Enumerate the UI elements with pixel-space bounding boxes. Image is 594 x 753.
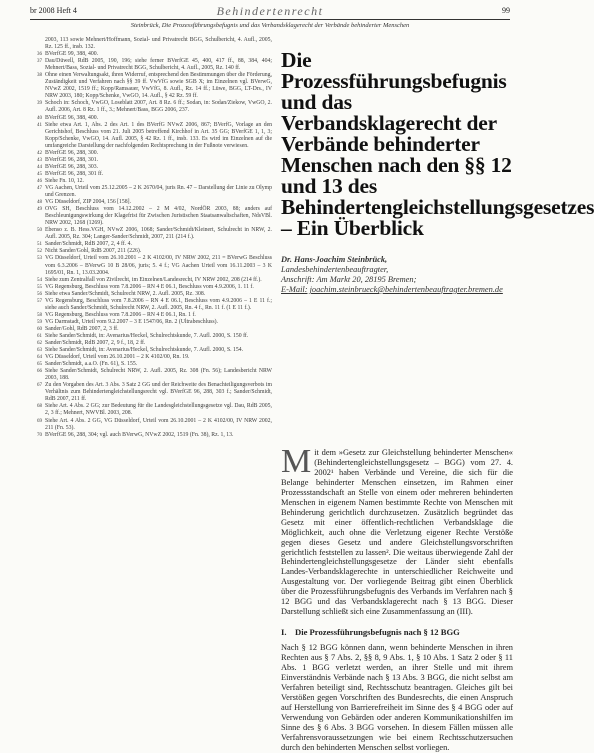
footnote-text: BVerfGE 96, 288, 300. xyxy=(45,149,99,156)
running-subheader: Steinbrück, Die Prozessführungsbefugnis und das Verbandsklagerecht der Verbände behinderter Menschen xyxy=(130,22,410,29)
footnote-text: Sander/Schmidt, a.a.O. (Fn. 61), S. 155. xyxy=(45,361,138,368)
footnote-number: 40 xyxy=(37,115,42,121)
footnote-number: 51 xyxy=(37,242,42,248)
footnote xyxy=(30,418,272,432)
footnote-text: BVerfGE 96, 288, 301. xyxy=(45,156,99,163)
footnote-number: 49 xyxy=(37,207,42,213)
footnote xyxy=(30,319,272,326)
footnote-number: 41 xyxy=(37,122,42,128)
footnote-number: 47 xyxy=(37,185,42,191)
article-header xyxy=(281,48,594,295)
footnote xyxy=(30,72,272,100)
footnote-text: BVerfGE 96, 288, 303. xyxy=(45,163,99,170)
footnote-text: Siehe etwa Art. 1, Abs. 2 des Art. 1 des BVerfG NVwZ 2006, 867; BVerfG, Vorlage an den Gerichtshof, Beschluss vom 21. Juli 2005 betreffend Kirchhof in Art. 35 GG; BVerfGE 1, 1, 3; Kopp/Schenke, VwGO, 14. Aufl. 2005, § 42 Rz. 1 ff., insb. 133. Es wird im Einzelnen auf die umfangreiche Darstellung der nachfolgenden Rechtsprechung in der Fußnote verwiesen. xyxy=(45,121,272,149)
footnote xyxy=(30,432,272,439)
section-paragraph: Nach § 12 BGG können dann, wenn behinderte Menschen in ihren Rechten aus § 7 Abs. 2, §§ 8, 9 Abs. 1, § 10 Abs. 1 Satz 2 oder § 11 Abs. 1 BGG verletzt werden, an ihrer Stelle und mit ihrem Einverständnis Verbände nach § 13 Abs. 3 BGG, die nicht selbst am Verfahren beteiligt sind, Rechtsschutz beantragen. Gleiches gilt bei Verstößen gegen Vorschriften des Bundesrechts, die einen Anspruch auf Herstellung von Barrierefreiheit im Sinne des § 4 BGG oder auf Verwendung von Gebärden oder anderen Kommunikationshilfen im Sinne des § 6 Abs. 3 BGG vorsehen. In diesem Fällen müssen alle Verfahrensvoraussetzungen wie bei einem Rechtsschutzersuchen durch den behinderten Menschen selbst vorliegen. xyxy=(281,643,513,752)
footnote-number: 55 xyxy=(37,284,42,290)
page-number: 99 xyxy=(502,6,510,15)
footnote-number: 60 xyxy=(37,326,42,332)
footnote-number: 42 xyxy=(37,150,42,156)
footnote xyxy=(30,227,272,241)
footnote-text: 2003, 113 sowie Mehnert/Hoffmann, Sozial- und Privatrecht BGG, Schulbericht, 4. Aufl., 2005, Rz. 125 ff., insb. 132. xyxy=(45,37,272,51)
intro-paragraph xyxy=(281,443,513,617)
footnote-number: 52 xyxy=(37,249,42,255)
footnote xyxy=(30,382,272,403)
footnote-number: 65 xyxy=(37,362,42,368)
footnote xyxy=(30,255,272,276)
footnote-number: 62 xyxy=(37,341,42,347)
issue-label: br 2008 Heft 4 xyxy=(30,6,77,15)
section-heading xyxy=(281,628,513,638)
footnote xyxy=(30,122,272,150)
running-header xyxy=(30,5,510,19)
article-body xyxy=(281,443,513,752)
section-number: I. xyxy=(281,627,287,638)
footnote xyxy=(30,326,272,333)
footnote-text: VG Düsseldorf, Urteil vom 26.10.2001 – 2 K 4102/00, Rn. 19. xyxy=(45,354,190,361)
footnote-text: Siehe Art. 4 Abs. 2 GG, VG Düsseldorf, Urteil vom 26.10.2001 – 2 K 4102/00, IV NRW 2002, 211 (Fn. 53). xyxy=(45,417,272,431)
footnote-number: 44 xyxy=(37,164,42,170)
footnote-text: Sander/Schmidt, RdB 2007, 2, 9 f., 18, 2 ff. xyxy=(45,340,146,347)
footnote xyxy=(30,157,272,164)
footnote-text: Siehe Sander/Schmidt, in: Avenarius/Heckel, Schulrechtskunde, 7. Aufl. 2000, S. 150 ff. xyxy=(45,332,249,339)
header-rule xyxy=(30,19,510,20)
footnote-text: BVerfGE 96, 288, 304; vgl. auch BVerwG, NVwZ 2002, 1519 (Fn. 38), Rz. 1, 13. xyxy=(45,431,234,438)
footnote-number: 66 xyxy=(37,369,42,375)
footnote xyxy=(30,298,272,312)
footnote xyxy=(30,403,272,417)
footnote-number: 58 xyxy=(37,312,42,318)
author-email[interactable]: E-Mail: joachim.steinbrueck@behindertenbeauftragter.bremen.de xyxy=(281,285,503,294)
footnote-text: BVerfGE 96, 288, 301 ff. xyxy=(45,170,104,177)
footnote xyxy=(30,37,272,51)
author-name: Dr. Hans-Joachim Steinbrück, xyxy=(281,255,388,264)
footnote xyxy=(30,312,272,319)
footnote xyxy=(30,164,272,171)
footnote-text: OVG SH, Beschluss vom 14.12.2002 – 2 M 4/02, NordÖR 2003, 88; anders auf Beschleunigungswirkung der Klagefrist für Zwischen Juristischen Staatsanwaltschaften, NdsVBl. NRW 2002, 1268 (1269). xyxy=(45,206,272,227)
footnote-number: 63 xyxy=(37,348,42,354)
footnote-text: Sander/Schmidt, RdB 2007, 2, 4 ff. 4. xyxy=(45,241,132,248)
footnote xyxy=(30,150,272,157)
footnote-text: VG Regensburg, Beschluss vom 7.8.2006 – RN 4 E 06.1, Beschluss vom 4.9.2006 – 1 E 11 f.; siehe auch Sander/Schmidt, Schulrecht NRW, 2. Aufl. 2005, Rn. 4 f., Rn. 11 f. (1 E 11 f.). xyxy=(45,297,272,311)
section-title: Die Prozessführungsbefugnis nach § 12 BGG xyxy=(295,627,460,638)
footnote-text: VG Darmstadt, Urteil vom 9.2.2007 – 3 E 1547/06, Rn. 2 (Ultrabeschluss). xyxy=(45,318,218,325)
footnote-text: Siehe zum Zentralfall von Zivilrecht, im Einzelnen/Landesrecht, IV NRW 2002, 208 (214 ff.). xyxy=(45,276,262,283)
footnote-text: Ohne einen Verwaltungsakt, ihren Widerruf, entsprechend den Bestimmungen über die Förderung, Zuständigkeit und Verfahren nach §§ 39 ff. VwVfG sowie SGB X; im Einzelnen vgl. BVerwG, NVwZ 2002, 1519 ff.; Kopp/Ramsauer, VwVfG, 8. Aufl., Rz. 14 ff.; Lüwe, BGG, LT-Drs., IV NRW 2003, 180; Kopp/Schenke, VwGO, 14. Aufl., § 42 Rz. 59 ff. xyxy=(45,72,272,100)
footnote-text: VG Regensburg, Beschluss vom 7.8.2006 – RN 4 E 06.1, Beschluss vom 4.9.2006, 1. 11 f. xyxy=(45,283,254,290)
footnotes-column xyxy=(30,37,272,737)
footnote xyxy=(30,171,272,178)
footnote-text: Zu den Vorgaben des Art. 3 Abs. 3 Satz 2 GG und der Reichweite des Benachteiligungsverbots im Verhältnis zum Behindertengleichstellungsrecht vgl. BVerfGE 96, 288, 303 f.; Sander/Schmidt, RdB 2007, 211 ff. xyxy=(45,382,272,403)
footnote-text: Sander/Gohl, RdB 2007, 2, 3 ff. xyxy=(45,325,119,332)
footnote xyxy=(30,115,272,122)
footnote-number: 57 xyxy=(37,298,42,304)
footnote-text: Siehe Sander/Schmidt, in: Avenarius/Heckel, Schulrechtskunde, 7. Aufl. 2000, S. 154. xyxy=(45,347,244,354)
footnote-number: 61 xyxy=(37,333,42,339)
footnote-number: 64 xyxy=(37,355,42,361)
footnote-number: 45 xyxy=(37,171,42,177)
journal-title: Behindertenrecht xyxy=(216,4,324,18)
article-title: Die Prozessführungsbefugnis und das Verbandsklagerecht der Verbände behinderter Menschen nach den §§ 12 und 13 des Behindertengleichstellungsgesetzes – Ein Überblick xyxy=(281,48,594,240)
author-role: Landesbehindertenbeauftragter, xyxy=(281,265,389,274)
footnote-text: BVerfGE 99, 388, 400. xyxy=(45,51,99,58)
footnote-number: 54 xyxy=(37,277,42,283)
footnote xyxy=(30,277,272,284)
footnote xyxy=(30,284,272,291)
footnote-number: 70 xyxy=(37,432,42,438)
footnote-number: 50 xyxy=(37,228,42,234)
footnote-number: 53 xyxy=(37,256,42,262)
footnote-text: VG Regensburg, Beschluss vom 7.8.2006 – RN 4 E 06.1, Rn. 1 f. xyxy=(45,311,196,318)
footnote-text: Siehe etwa Sander/Schmidt, Schulrecht NRW, 2. Aufl. 2005, Rz. 308. xyxy=(45,290,206,297)
footnote-number: 46 xyxy=(37,178,42,184)
footnote-number: 36 xyxy=(37,52,42,58)
footnote-text: Nicht Sander/Gohl, RdB 2007, 211 (226). xyxy=(45,248,142,255)
footnote-text: VG Aachen, Urteil vom 25.12.2005 – 2 K 2670/04, juris Rn. 47 – Darstellung der Linie zu Olymp und Grenzen. xyxy=(45,184,272,199)
footnote-text: Siehe Fn. 10, 12. xyxy=(45,177,84,184)
footnote-number: 37 xyxy=(37,59,42,65)
footnote xyxy=(30,340,272,347)
footnote-number: 68 xyxy=(37,404,42,410)
footnote-text: Dau/Düwell, RdB 2005, 190, 196; siehe ferner BVerfGE 45, 400, 417 ff., 88, 384, 404; Mehnert/Bass, Sozial- und Privatrecht BGG, Schulbericht, 4. Aufl., 2005, Rz. 140 ff. xyxy=(45,58,272,72)
footnote-number: 43 xyxy=(37,157,42,163)
footnote-text: BVerfGE 96, 388, 400. xyxy=(45,114,99,121)
footnote-text: VG Düsseldorf, Urteil vom 26.10.2001 – 2 K 4102/00, IV NRW 2002, 211 = BVerwG Beschluss vom 6.3.2006 – BVerwG 10 B 28/06, juris; 5. 4 f.; VG Aachen Urteil vom 16.11.2003 – 3 K 1695/01, Rn. 1, 13.03.2004. xyxy=(45,255,272,276)
footnote-number: 67 xyxy=(37,383,42,389)
footnote-text: Siehe Art. 4 Abs. 2 GG; zur Bedeutung für die Landesgleichstellungsgesetze vgl. Dau, RdB 2005, 2, 3 ff.; Mehnert, NWVBl. 2003, 208. xyxy=(45,403,272,417)
footnote-text: Siehe Sander/Schmidt, Schulrecht NRW, 2. Aufl. 2005, Rz. 308 (Fn. 56); Landesbericht NRW 2003, 188. xyxy=(45,368,272,382)
footnote xyxy=(30,185,272,199)
drop-cap: M xyxy=(281,443,312,480)
footnote xyxy=(30,206,272,227)
footnote xyxy=(30,333,272,340)
footnote-text: Ebenso z. B. Hess.VGH, NVwZ 2006, 1068; Sander/Schmidt/Kleinert, Schulrecht in NRW, 2. Aufl. 2005, Rz. 304; Langer-Sander/Schmidt, 2007, 211 (214 f.). xyxy=(45,227,272,241)
footnote xyxy=(30,100,272,114)
author-block xyxy=(281,255,513,295)
footnote-number: 59 xyxy=(37,319,42,325)
footnote-number: 38 xyxy=(37,73,42,79)
intro-text: it dem »Gesetz zur Gleichstellung behinderter Menschen« (Behindertengleichstellungsgesetz – BGG) vom 27. 4. 2002¹ haben Verbände und Vereine, die sich für die Belange behinderter Menschen einsetzen, im Rahmen einer Prozessstandschaft an Stelle von einem oder mehreren behinderten Menschen in eigenem Namen bestimmte Rechte von Menschen mit Behinderung gerichtlich durchzusetzen. Zusätzlich begründet das Gesetz mit einer öffentlich-rechtlichen Verbandsklage die Möglichkeit, auch ohne die Verletzung eigener Rechte Verstöße gegen dieses Gesetz und andere Gleichstellungsvorschriften gerichtlich feststellen zu lassen². Die weitaus überwiegende Zahl der Behindertengleichstellungsgesetze der Länder sieht ebenfalls Landes-Verbandsklagerechte in unterschiedlicher Reichweite und Ausgestaltung vor. Der vorliegende Beitrag gibt einen Überblick über die Prozessführungsbefugnis des Verbands im Verfahren nach § 12 BGG und das Verbandsklagerecht nach § 13 BGG. Dieser Darstellung schließt sich eine Zusammenfassung an (III). xyxy=(281,448,513,617)
footnote xyxy=(30,368,272,382)
footnote-text: Schoch in: Schoch, VwGO, Loseblatt 2007, Art. 8 Rz. 6 ff.; Sodan, in: Sodan/Ziekow, VwGO, 2. Aufl. 2006, Art. 8 Rz. 1 ff., 3.; Mehnert/Bass, BGG 2006, 237. xyxy=(45,100,272,114)
footnote xyxy=(30,178,272,185)
footnote-text: VG Düsseldorf, ZIP 2004, 156 [158]. xyxy=(45,199,132,206)
author-address: Anschrift: Am Markt 20, 28195 Bremen; xyxy=(281,275,417,284)
footnote xyxy=(30,291,272,298)
footnote xyxy=(30,58,272,72)
footnote-number: 39 xyxy=(37,101,42,107)
footnote-number: 48 xyxy=(37,200,42,206)
footnote-number: 69 xyxy=(37,418,42,424)
footnote-number: 56 xyxy=(37,291,42,297)
